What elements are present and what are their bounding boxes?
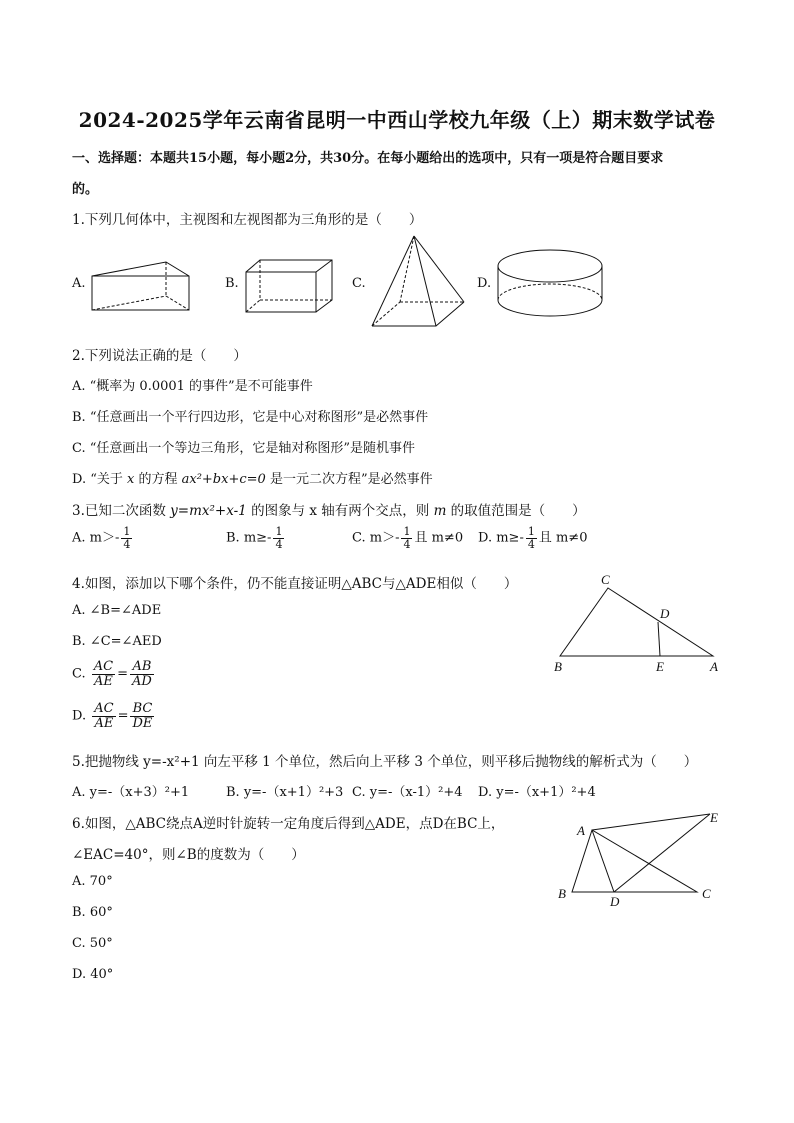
q6-option-a: A. 70° [72,874,113,889]
q3-stem: 3.已知二次函数 y=mx²+x-1 的图象与 x 轴有两个交点，则 m 的取值范围是（ ） [72,503,586,519]
q3-option-a: A. m＞- $\frac{1}{4}$ [72,525,131,551]
q1-stem: 1.下列几何体中，主视图和左视图都为三角形的是（ ） [72,212,423,228]
page-title: 2024-2025学年云南省昆明一中西山学校九年级（上）期末数学试卷 [78,108,716,132]
q6-label-b: B [558,886,566,901]
q6-option-d: D. 40° [72,967,114,982]
q3-option-d: D. m≥- $\frac{1}{4}$ 且 m≠0 [478,525,588,551]
q3-option-b: B. m≥- $\frac{1}{4}$ [226,525,283,551]
q4-stem: 4.如图，添加以下哪个条件，仍不能直接证明△ABC与△ADE相似（ ） [72,576,518,592]
q6-rotation-figure [552,806,732,912]
q1-label-d: D. [477,276,492,291]
q6-option-c: C. 50° [72,936,113,951]
q4-label-e: E [656,659,664,674]
q4-option-b: B. ∠C=∠AED [72,634,162,649]
q2-stem: 2.下列说法正确的是（ ） [72,348,247,364]
q1-figure-c-pyramid [368,234,468,330]
q6-label-d: D [610,894,620,909]
q4-triangle-figure [548,570,728,676]
q1-label-c: C. [352,276,366,291]
q4-label-b: B [554,659,562,674]
q6-option-b: B. 60° [72,905,113,920]
q1-figure-d-cylinder [494,246,606,322]
q5-option-b: B. y=-（x+1）²+3 [226,785,344,800]
q4-option-d: D. $\frac{AC}{AE}$ = $\frac{BC}{DE}$ [72,701,153,731]
q6-label-c: C [702,886,711,901]
section-heading-line2: 的。 [72,182,99,197]
q2-option-d: D. “关于 x 的方程 ax²+bx+c=0 是一元二次方程”是必然事件 [72,472,433,487]
q2-option-a: A. “概率为 0.0001 的事件”是不可能事件 [72,379,313,394]
q1-figure-a-triangular-prism [86,248,196,318]
q1-label-b: B. [225,276,239,291]
q4-label-a: A [710,659,718,674]
q1-figure-b-cuboid [240,252,340,318]
q4-option-a: A. ∠B=∠ADE [72,603,162,618]
q1-label-a: A. [72,276,86,291]
q6-stem-line2: ∠EAC=40°，则∠B的度数为（ ） [72,847,305,863]
q4-label-c: C [601,572,610,587]
q5-option-d: D. y=-（x+1）²+4 [478,785,596,800]
q5-option-c: C. y=-（x-1）²+4 [352,785,463,800]
q6-stem-line1: 6.如图，△ABC绕点A逆时针旋转一定角度后得到△ADE，点D在BC上， [72,816,505,832]
q6-label-a: A [577,823,585,838]
q6-label-e: E [710,810,718,825]
q3-option-c: C. m＞- $\frac{1}{4}$ 且 m≠0 [352,525,464,551]
q5-stem: 5.把抛物线 y=-x²+1 向左平移 1 个单位，然后向上平移 3 个单位，则平移后抛物线的解析式为（ ） [72,754,698,770]
q2-option-b: B. “任意画出一个平行四边形，它是中心对称图形”是必然事件 [72,410,429,425]
q4-label-d: D [660,606,670,621]
section-heading-line1: 一、选择题：本题共15小题，每小题2分，共30分。在每小题给出的选项中，只有一项是符合题目要求 [72,151,664,166]
q4-option-c: C. $\frac{AC}{AE}$ = $\frac{AB}{AD}$ [72,659,152,689]
q5-option-a: A. y=-（x+3）²+1 [72,785,190,800]
q2-option-c: C. “任意画出一个等边三角形，它是轴对称图形”是随机事件 [72,441,416,456]
